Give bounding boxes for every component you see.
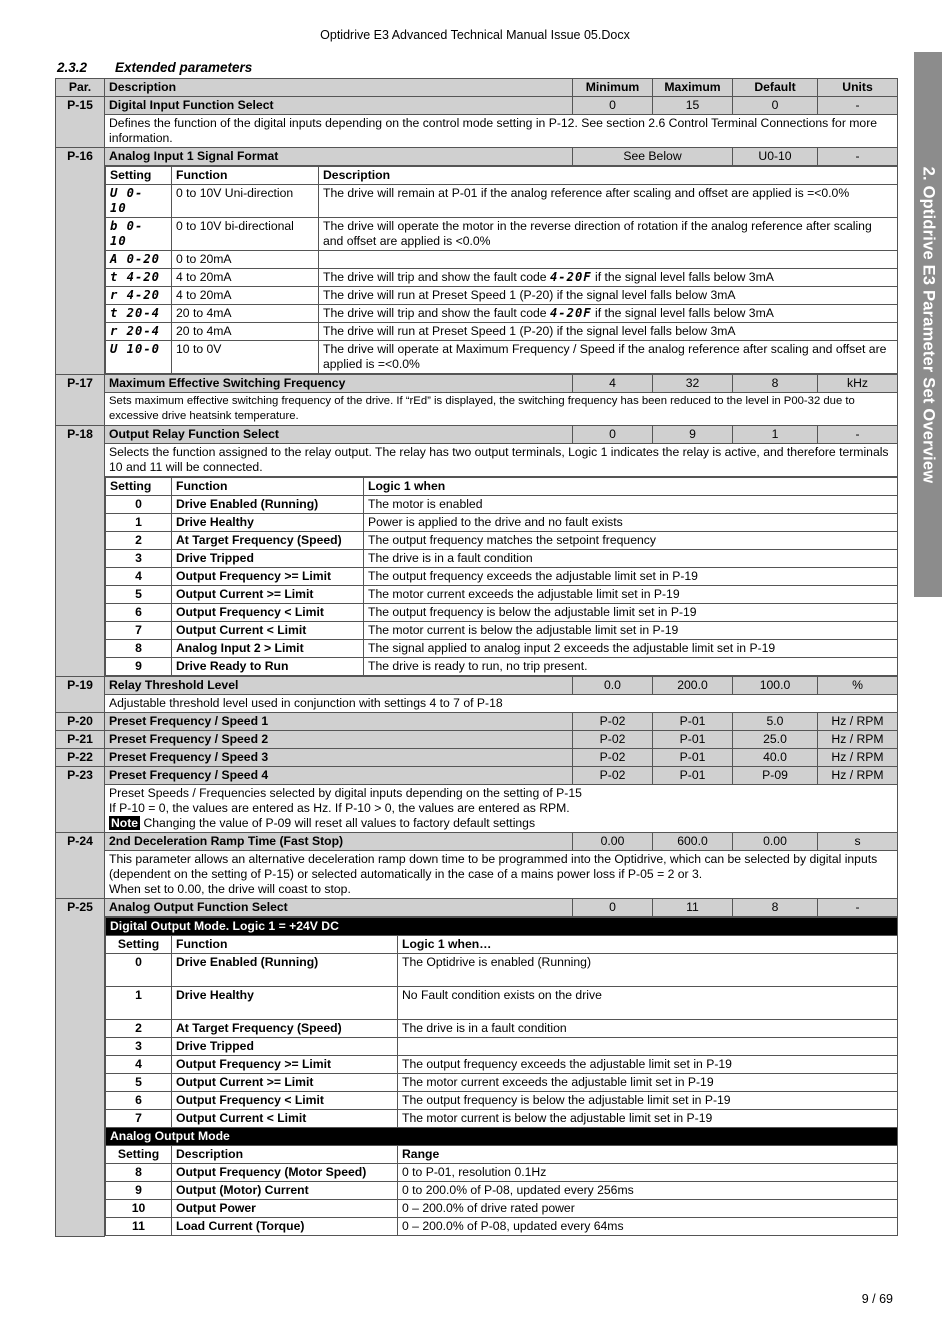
p16-options-table: [105, 166, 898, 374]
desc-part: if the signal level falls below 3mA: [591, 270, 774, 284]
p16-row: [56, 148, 898, 166]
setting-description: Output Frequency (Motor Speed): [172, 1164, 398, 1182]
table-row: [106, 586, 898, 604]
table-row: [106, 514, 898, 532]
p21-row: [56, 731, 898, 749]
param-max: 600.0: [653, 833, 733, 851]
param-description: Adjustable threshold level used in conjunction with settings 4 to 7 of P-18: [105, 695, 898, 713]
p18-row: [56, 426, 898, 444]
p16-hdr-function: Function: [172, 167, 319, 185]
note-text: Changing the value of P-09 will reset all values to factory default settings: [140, 816, 536, 830]
param-min: 0.00: [573, 833, 653, 851]
param-units: -: [818, 97, 898, 115]
option-description: [319, 269, 898, 287]
param-id: P-22: [56, 749, 105, 767]
param-id: P-23: [56, 767, 105, 833]
setting-function: Output Current < Limit: [172, 1110, 398, 1128]
p17-row: [56, 375, 898, 393]
param-name: Preset Frequency / Speed 2: [105, 731, 573, 749]
setting-value: 8: [106, 640, 172, 658]
table-row: [106, 1074, 898, 1092]
col-par: Par.: [56, 79, 105, 97]
p16-hdr-description: Description: [319, 167, 898, 185]
param-name: Maximum Effective Switching Frequency: [105, 375, 573, 393]
param-max: 11: [653, 899, 733, 917]
param-id: P-24: [56, 833, 105, 899]
setting-logic: The motor current is below the adjustable limit set in P-19: [398, 1110, 898, 1128]
page-number: 9 / 69: [861, 1292, 893, 1306]
table-row: [106, 658, 898, 676]
table-row: [106, 218, 898, 251]
param-name: Preset Frequency / Speed 1: [105, 713, 573, 731]
desc-part: The drive will trip and show the fault code: [323, 270, 550, 284]
setting-description: Output Power: [172, 1200, 398, 1218]
side-tab: [914, 52, 942, 597]
col-default: Default: [733, 79, 818, 97]
setting-range: 0 – 200.0% of drive rated power: [398, 1200, 898, 1218]
param-default: 100.0: [733, 677, 818, 695]
table-row: [106, 622, 898, 640]
table-row: [106, 1200, 898, 1218]
param-name: Preset Frequency / Speed 3: [105, 749, 573, 767]
table-row: [106, 1020, 898, 1038]
param-id: P-17: [56, 375, 105, 426]
param-units: Hz / RPM: [818, 767, 898, 785]
analog-mode-title: Analog Output Mode: [106, 1128, 898, 1146]
setting-logic: The Optidrive is enabled (Running): [398, 954, 898, 987]
p20-row: [56, 713, 898, 731]
setting-logic: The drive is in a fault condition: [398, 1020, 898, 1038]
extended-parameters-table: [55, 78, 898, 1237]
p24-text-1: This parameter allows an alternative deceleration ramp down time to be programmed into the Optidrive, which can be selected by digital inputs (dependent on the setting of P-15) or selected automatically in the case of a mains power loss if P-05 = 2 or 3.: [109, 852, 878, 881]
param-max: 200.0: [653, 677, 733, 695]
option-description: The drive will remain at P-01 if the analog reference after scaling and offset are applied is =<0.0%: [319, 185, 898, 218]
setting-value: 5: [106, 1074, 172, 1092]
setting-value: 4: [106, 568, 172, 586]
setting-value: 9: [106, 1182, 172, 1200]
param-max: 15: [653, 97, 733, 115]
param-description: Defines the function of the digital inputs depending on the control mode setting in P-12. See section 2.6 Control Terminal Connections for more information.: [105, 115, 898, 148]
param-name: Output Relay Function Select: [105, 426, 573, 444]
setting-description: Output (Motor) Current: [172, 1182, 398, 1200]
param-min: 0: [573, 97, 653, 115]
lcd-code: r 4-20: [106, 287, 172, 305]
option-function: 4 to 20mA: [172, 287, 319, 305]
table-row: [106, 287, 898, 305]
col-min: Minimum: [573, 79, 653, 97]
p23-row: [56, 767, 898, 785]
table-row: [106, 185, 898, 218]
setting-range: 0 – 200.0% of P-08, updated every 64ms: [398, 1218, 898, 1236]
table-row: [106, 640, 898, 658]
param-min: P-02: [573, 749, 653, 767]
col-units: Units: [818, 79, 898, 97]
setting-function: Drive Ready to Run: [172, 658, 364, 676]
table-row: [106, 269, 898, 287]
p25-dhdr-function: Function: [172, 936, 398, 954]
p25-ahdr-setting: Setting: [106, 1146, 172, 1164]
lcd-code: U 0- 10: [106, 185, 172, 218]
setting-value: 1: [106, 987, 172, 1020]
param-units: -: [818, 899, 898, 917]
setting-function: Drive Tripped: [172, 1038, 398, 1056]
desc-part: The drive will trip and show the fault code: [323, 306, 550, 320]
table-row: [106, 532, 898, 550]
setting-range: 0 to 200.0% of P-08, updated every 256ms: [398, 1182, 898, 1200]
param-max: P-01: [653, 713, 733, 731]
table-row: [106, 496, 898, 514]
param-default: 0.00: [733, 833, 818, 851]
section-title: Extended parameters: [115, 60, 253, 75]
setting-function: Output Current < Limit: [172, 622, 364, 640]
param-min: 0: [573, 426, 653, 444]
param-min: 0.0: [573, 677, 653, 695]
option-description: The drive will operate at Maximum Frequency / Speed if the analog reference after scaling and offset are applied is =<0.0%: [319, 341, 898, 374]
table-row: [106, 1182, 898, 1200]
p18-options-table: [105, 477, 898, 676]
param-default: P-09: [733, 767, 818, 785]
p15-row: [56, 97, 898, 115]
p25-row: [56, 899, 898, 917]
param-default: 8: [733, 899, 818, 917]
setting-value: 0: [106, 496, 172, 514]
table-row: [106, 1038, 898, 1056]
param-description: Selects the function assigned to the relay output. The relay has two output terminals, Logic 1 indicates the relay is active, and therefore terminals 10 and 11 will be connected.: [105, 444, 898, 477]
table-row: [106, 251, 898, 269]
setting-value: 6: [106, 1092, 172, 1110]
setting-range: 0 to P-01, resolution 0.1Hz: [398, 1164, 898, 1182]
setting-description: Load Current (Torque): [172, 1218, 398, 1236]
param-name: Analog Output Function Select: [105, 899, 573, 917]
setting-function: Output Frequency < Limit: [172, 1092, 398, 1110]
param-units: -: [818, 426, 898, 444]
param-description: [105, 851, 898, 899]
table-row: [106, 604, 898, 622]
param-units: -: [818, 148, 898, 166]
param-units: s: [818, 833, 898, 851]
param-id: P-16: [56, 148, 105, 375]
setting-logic: The motor current exceeds the adjustable limit set in P-19: [398, 1074, 898, 1092]
param-name: Analog Input 1 Signal Format: [105, 148, 573, 166]
param-name: Digital Input Function Select: [105, 97, 573, 115]
preset-line-1: Preset Speeds / Frequencies selected by digital inputs depending on the setting of P-15: [109, 786, 582, 800]
setting-value: 7: [106, 1110, 172, 1128]
param-max: P-01: [653, 731, 733, 749]
table-row: [106, 1218, 898, 1236]
p24-row: [56, 833, 898, 851]
col-max: Maximum: [653, 79, 733, 97]
lcd-code: r 20-4: [106, 323, 172, 341]
fault-code: 4-20F: [549, 306, 592, 320]
p25-ahdr-description: Description: [172, 1146, 398, 1164]
param-default: 25.0: [733, 731, 818, 749]
setting-function: Drive Healthy: [172, 987, 398, 1020]
table-row: [106, 323, 898, 341]
param-min: 4: [573, 375, 653, 393]
param-name: Relay Threshold Level: [105, 677, 573, 695]
p18-hdr-function: Function: [172, 478, 364, 496]
setting-function: Output Frequency >= Limit: [172, 1056, 398, 1074]
setting-logic: The signal applied to analog input 2 exceeds the adjustable limit set in P-19: [364, 640, 898, 658]
param-id: P-25: [56, 899, 105, 1237]
setting-logic: No Fault condition exists on the drive: [398, 987, 898, 1020]
param-default: 0: [733, 97, 818, 115]
setting-value: 2: [106, 532, 172, 550]
param-units: kHz: [818, 375, 898, 393]
param-default: U0-10: [733, 148, 818, 166]
setting-function: Drive Enabled (Running): [172, 496, 364, 514]
param-min: 0: [573, 899, 653, 917]
param-units: Hz / RPM: [818, 713, 898, 731]
setting-value: 8: [106, 1164, 172, 1182]
param-max: 9: [653, 426, 733, 444]
preset-description: [105, 785, 898, 833]
option-function: 20 to 4mA: [172, 305, 319, 323]
setting-value: 5: [106, 586, 172, 604]
table-row: [106, 1164, 898, 1182]
setting-logic: The motor current is below the adjustable limit set in P-19: [364, 622, 898, 640]
param-min: P-02: [573, 767, 653, 785]
param-max: P-01: [653, 749, 733, 767]
p19-row: [56, 677, 898, 695]
lcd-code: b 0- 10: [106, 218, 172, 251]
setting-value: 1: [106, 514, 172, 532]
table-row: [106, 1092, 898, 1110]
option-description: [319, 305, 898, 323]
setting-logic: Power is applied to the drive and no fault exists: [364, 514, 898, 532]
setting-value: 4: [106, 1056, 172, 1074]
table-row: [106, 305, 898, 323]
setting-logic: The output frequency exceeds the adjustable limit set in P-19: [364, 568, 898, 586]
param-name: 2nd Deceleration Ramp Time (Fast Stop): [105, 833, 573, 851]
param-default: 8: [733, 375, 818, 393]
p25-dhdr-setting: Setting: [106, 936, 172, 954]
section-number: 2.3.2: [57, 60, 88, 75]
param-units: Hz / RPM: [818, 749, 898, 767]
section-heading: [57, 60, 252, 75]
setting-logic: The motor is enabled: [364, 496, 898, 514]
lcd-code: A 0-20: [106, 251, 172, 269]
param-id: P-20: [56, 713, 105, 731]
setting-function: Drive Enabled (Running): [172, 954, 398, 987]
option-function: 20 to 4mA: [172, 323, 319, 341]
fault-code: 4-20F: [549, 270, 592, 284]
param-id: P-21: [56, 731, 105, 749]
setting-function: Output Current >= Limit: [172, 1074, 398, 1092]
lcd-code: t 20-4: [106, 305, 172, 323]
digital-mode-title: Digital Output Mode. Logic 1 = +24V DC: [106, 918, 898, 936]
table-row: [106, 568, 898, 586]
p18-hdr-logic: Logic 1 when: [364, 478, 898, 496]
side-tab-label: 2. Optidrive E3 Parameter Set Overview: [919, 166, 938, 483]
option-function: 0 to 20mA: [172, 251, 319, 269]
setting-function: At Target Frequency (Speed): [172, 1020, 398, 1038]
param-default: 40.0: [733, 749, 818, 767]
option-function: 10 to 0V: [172, 341, 319, 374]
table-row: [106, 550, 898, 568]
p16-hdr-setting: Setting: [106, 167, 172, 185]
setting-logic: The motor current exceeds the adjustable limit set in P-19: [364, 586, 898, 604]
param-id: P-19: [56, 677, 105, 713]
option-function: 0 to 10V Uni-direction: [172, 185, 319, 218]
table-row: [106, 1110, 898, 1128]
p25-options-table: [105, 917, 898, 1236]
option-description: [319, 251, 898, 269]
param-default: 1: [733, 426, 818, 444]
preset-note: [109, 816, 893, 831]
setting-value: 0: [106, 954, 172, 987]
setting-logic: The output frequency is below the adjustable limit set in P-19: [364, 604, 898, 622]
p24-text-2: When set to 0.00, the drive will coast to stop.: [109, 882, 351, 896]
param-description: Sets maximum effective switching frequency of the drive. If “rEd” is displayed, the switching frequency has been reduced to the level in P00-32 due to excessive drive heatsink temperature.: [105, 393, 898, 426]
lcd-code: U 10-0: [106, 341, 172, 374]
param-max: P-01: [653, 767, 733, 785]
option-function: 4 to 20mA: [172, 269, 319, 287]
table-row: [106, 954, 898, 987]
param-name: Preset Frequency / Speed 4: [105, 767, 573, 785]
preset-line-2: If P-10 = 0, the values are entered as Hz. If P-10 > 0, the values are entered as RPM.: [109, 801, 570, 815]
table-row: [106, 987, 898, 1020]
setting-logic: The output frequency is below the adjustable limit set in P-19: [398, 1092, 898, 1110]
setting-value: 3: [106, 1038, 172, 1056]
setting-logic: The drive is ready to run, no trip present.: [364, 658, 898, 676]
setting-value: 7: [106, 622, 172, 640]
setting-logic: The output frequency exceeds the adjustable limit set in P-19: [398, 1056, 898, 1074]
setting-value: 3: [106, 550, 172, 568]
note-label: Note: [111, 816, 139, 830]
p22-row: [56, 749, 898, 767]
setting-value: 2: [106, 1020, 172, 1038]
setting-function: Analog Input 2 > Limit: [172, 640, 364, 658]
option-description: The drive will operate the motor in the reverse direction of rotation if the analog reference after scaling and offset are applied is <0.0%: [319, 218, 898, 251]
setting-logic: The drive is in a fault condition: [364, 550, 898, 568]
setting-function: Output Frequency < Limit: [172, 604, 364, 622]
setting-logic: [398, 1038, 898, 1056]
p18-hdr-setting: Setting: [106, 478, 172, 496]
setting-logic: The output frequency matches the setpoint frequency: [364, 532, 898, 550]
option-description: The drive will run at Preset Speed 1 (P-20) if the signal level falls below 3mA: [319, 287, 898, 305]
p25-ahdr-range: Range: [398, 1146, 898, 1164]
setting-value: 10: [106, 1200, 172, 1218]
p25-dhdr-logic: Logic 1 when…: [398, 936, 898, 954]
setting-function: At Target Frequency (Speed): [172, 532, 364, 550]
table-row: [106, 341, 898, 374]
setting-function: Output Frequency >= Limit: [172, 568, 364, 586]
col-desc: Description: [105, 79, 573, 97]
param-max: 32: [653, 375, 733, 393]
param-min: P-02: [573, 713, 653, 731]
table-row: [106, 1056, 898, 1074]
option-description: The drive will run at Preset Speed 1 (P-20) if the signal level falls below 3mA: [319, 323, 898, 341]
lcd-code: t 4-20: [106, 269, 172, 287]
setting-function: Drive Healthy: [172, 514, 364, 532]
param-units: %: [818, 677, 898, 695]
setting-function: Drive Tripped: [172, 550, 364, 568]
document-header: Optidrive E3 Advanced Technical Manual Issue 05.Docx: [320, 28, 630, 42]
param-default: 5.0: [733, 713, 818, 731]
param-range: See Below: [573, 148, 733, 166]
param-units: Hz / RPM: [818, 731, 898, 749]
param-id: P-18: [56, 426, 105, 677]
setting-value: 11: [106, 1218, 172, 1236]
param-min: P-02: [573, 731, 653, 749]
table-header-row: [56, 79, 898, 97]
setting-value: 6: [106, 604, 172, 622]
setting-value: 9: [106, 658, 172, 676]
desc-part: if the signal level falls below 3mA: [591, 306, 774, 320]
option-function: 0 to 10V bi-directional: [172, 218, 319, 251]
setting-function: Output Current >= Limit: [172, 586, 364, 604]
param-id: P-15: [56, 97, 105, 148]
